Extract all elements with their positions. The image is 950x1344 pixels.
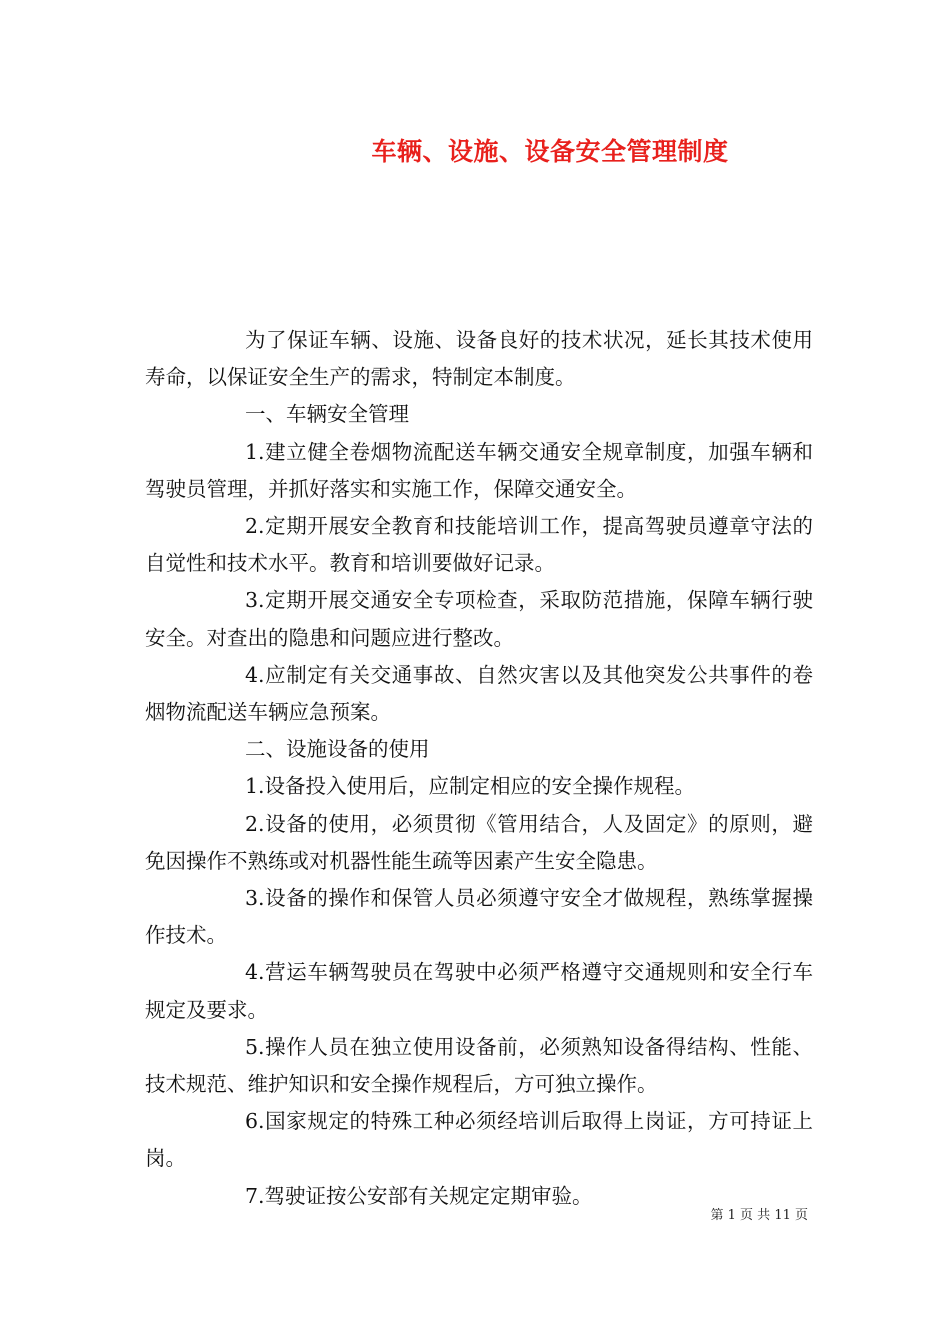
document-body: [145, 322, 813, 1215]
section-heading-equipment: 二、设施设备的使用: [245, 737, 430, 762]
equipment-item-5: 5.操作人员在独立使用设备前，必须熟知设备得结构、性能、技术规范、维护知识和安全操作规程后，方可独立操作。: [145, 1034, 813, 1097]
section-heading-vehicle: 一、车辆安全管理: [245, 402, 409, 427]
vehicle-item-4: 4.应制定有关交通事故、自然灾害以及其他突发公共事件的卷烟物流配送车辆应急预案。: [145, 662, 813, 725]
vehicle-item-3: 3.定期开展交通安全专项检查，采取防范措施，保障车辆行驶安全。对查出的隐患和问题应进行整改。: [145, 588, 813, 650]
page-title: 车辆、设施、设备安全管理制度: [371, 137, 729, 166]
equipment-item-4: 4.营运车辆驾驶员在驾驶中必须严格遵守交通规则和安全行车规定及要求。: [145, 960, 813, 1022]
equipment-item-3: 3.设备的操作和保管人员必须遵守安全才做规程，熟练掌握操作技术。: [145, 886, 813, 948]
page-number: 第 1 页 共 11 页: [710, 1208, 808, 1223]
intro-paragraph: 为了保证车辆、设施、设备良好的技术状况，延长其技术使用寿命，以保证安全生产的需求，特制定本制度。: [145, 328, 813, 390]
equipment-item-6: 6.国家规定的特殊工种必须经培训后取得上岗证，方可持证上岗。: [145, 1109, 813, 1171]
equipment-item-2: 2.设备的使用，必须贯彻《管用结合，人及固定》的原则，避免因操作不熟练或对机器性能生疏等因素产生安全隐患。: [145, 811, 813, 873]
equipment-item-1: 1.设备投入使用后，应制定相应的安全操作规程。: [245, 774, 696, 799]
vehicle-item-1: 1.建立健全卷烟物流配送车辆交通安全规章制度，加强车辆和驾驶员管理，并抓好落实和实施工作，保障交通安全。: [145, 439, 813, 501]
vehicle-item-2: 2.定期开展安全教育和技能培训工作，提高驾驶员遵章守法的自觉性和技术水平。教育和培训要做好记录。: [145, 514, 813, 576]
equipment-item-7: 7.驾驶证按公安部有关规定定期审验。: [245, 1183, 593, 1208]
